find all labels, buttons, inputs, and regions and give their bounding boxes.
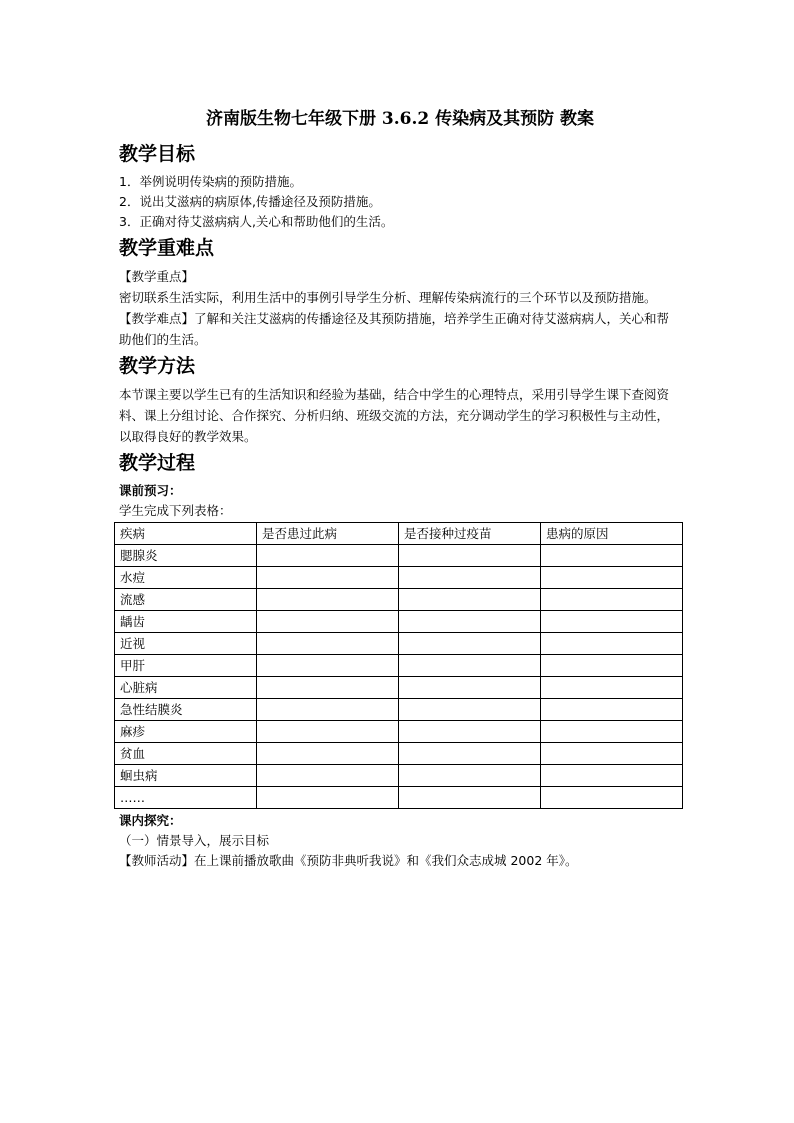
table-empty-cell [257,567,399,589]
table-empty-cell [541,589,683,611]
disease-name-cell: 腮腺炎 [115,545,257,567]
focus-text: 密切联系生活实际，利用生活中的事例引导学生分析、理解传染病流行的三个环节以及预防措施。 [119,290,657,305]
table-header-cell: 是否接种过疫苗 [399,523,541,545]
table-empty-cell [541,743,683,765]
table-empty-cell [257,743,399,765]
table-row [115,589,683,611]
table-empty-cell [257,611,399,633]
table-empty-cell [399,633,541,655]
table-empty-cell [399,567,541,589]
inclass-label: 课内探究： [119,813,182,828]
table-header-row [115,523,683,545]
table-empty-cell [399,743,541,765]
disease-name-cell: 流感 [115,589,257,611]
table-empty-cell [257,699,399,721]
disease-name-cell: 蛔虫病 [115,765,257,787]
methods-text: 本节课主要以学生已有的生活知识和经验为基础，结合中学生的心理特点，采用引导学生课下查阅资料、课上分组讨论、合作探究、分析归纳、班级交流的方法，充分调动学生的学习积极性与主动性，以取得良好的教学效果。 [119,387,670,444]
table-empty-cell [541,655,683,677]
table-empty-cell [399,655,541,677]
table-empty-cell [257,545,399,567]
table-row [115,677,683,699]
table-empty-cell [541,699,683,721]
key-points-heading: 教学重难点 [119,237,215,259]
table-row [115,699,683,721]
disease-name-cell: 近视 [115,633,257,655]
disease-name-cell: 龋齿 [115,611,257,633]
disease-name-cell: 急性结膜炎 [115,699,257,721]
table-empty-cell [399,589,541,611]
table-empty-cell [257,765,399,787]
table-empty-cell [257,589,399,611]
disease-name-cell: 水痘 [115,567,257,589]
table-empty-cell [541,677,683,699]
table-empty-cell [257,655,399,677]
table-empty-cell [541,545,683,567]
table-row [115,633,683,655]
table-empty-cell [399,677,541,699]
focus-label: 【教学重点】 [119,269,195,284]
table-row [115,721,683,743]
table-empty-cell [541,633,683,655]
teacher-activity-text: 【教师活动】在上课前播放歌曲《预防非典听我说》和《我们众志成城 2002 年》。 [119,853,578,868]
table-row [115,545,683,567]
methods-heading: 教学方法 [119,355,196,377]
table-empty-cell [541,567,683,589]
objective-item-1: 1．举例说明传染病的预防措施。 [119,174,302,189]
table-empty-cell [257,721,399,743]
table-empty-cell [541,787,683,809]
table-row [115,611,683,633]
disease-name-cell: …… [115,787,257,809]
table-empty-cell [399,721,541,743]
preview-label: 课前预习： [119,483,182,498]
table-empty-cell [399,545,541,567]
objective-item-2: 2．说出艾滋病的病原体,传播途径及预防措施。 [119,194,381,209]
disease-name-cell: 甲肝 [115,655,257,677]
table-header-cell: 疾病 [115,523,257,545]
table-empty-cell [399,611,541,633]
table-row [115,787,683,809]
table-row [115,655,683,677]
table-empty-cell [399,765,541,787]
step-1-heading: （一）情景导入，展示目标 [119,833,270,848]
table-empty-cell [257,633,399,655]
table-empty-cell [541,765,683,787]
process-heading: 教学过程 [119,452,196,474]
document-page [119,104,681,871]
table-empty-cell [541,611,683,633]
table-empty-cell [399,787,541,809]
document-title: 济南版生物七年级下册 3.6.2 传染病及其预防 教案 [205,109,595,129]
disease-survey-table [114,522,683,809]
difficulty-text: 【教学难点】了解和关注艾滋病的传播途径及其预防措施，培养学生正确对待艾滋病病人，关心和帮助他们的生活。 [119,311,670,347]
table-empty-cell [257,787,399,809]
table-empty-cell [399,699,541,721]
objectives-heading: 教学目标 [119,143,196,165]
table-row [115,743,683,765]
table-empty-cell [257,677,399,699]
table-row [115,765,683,787]
disease-name-cell: 贫血 [115,743,257,765]
table-header-cell: 患病的原因 [541,523,683,545]
disease-name-cell: 麻疹 [115,721,257,743]
table-header-cell: 是否患过此病 [257,523,399,545]
disease-name-cell: 心脏病 [115,677,257,699]
preview-instruction: 学生完成下列表格： [119,503,232,518]
objective-item-3: 3．正确对待艾滋病病人,关心和帮助他们的生活。 [119,214,394,229]
table-row [115,567,683,589]
table-empty-cell [541,721,683,743]
